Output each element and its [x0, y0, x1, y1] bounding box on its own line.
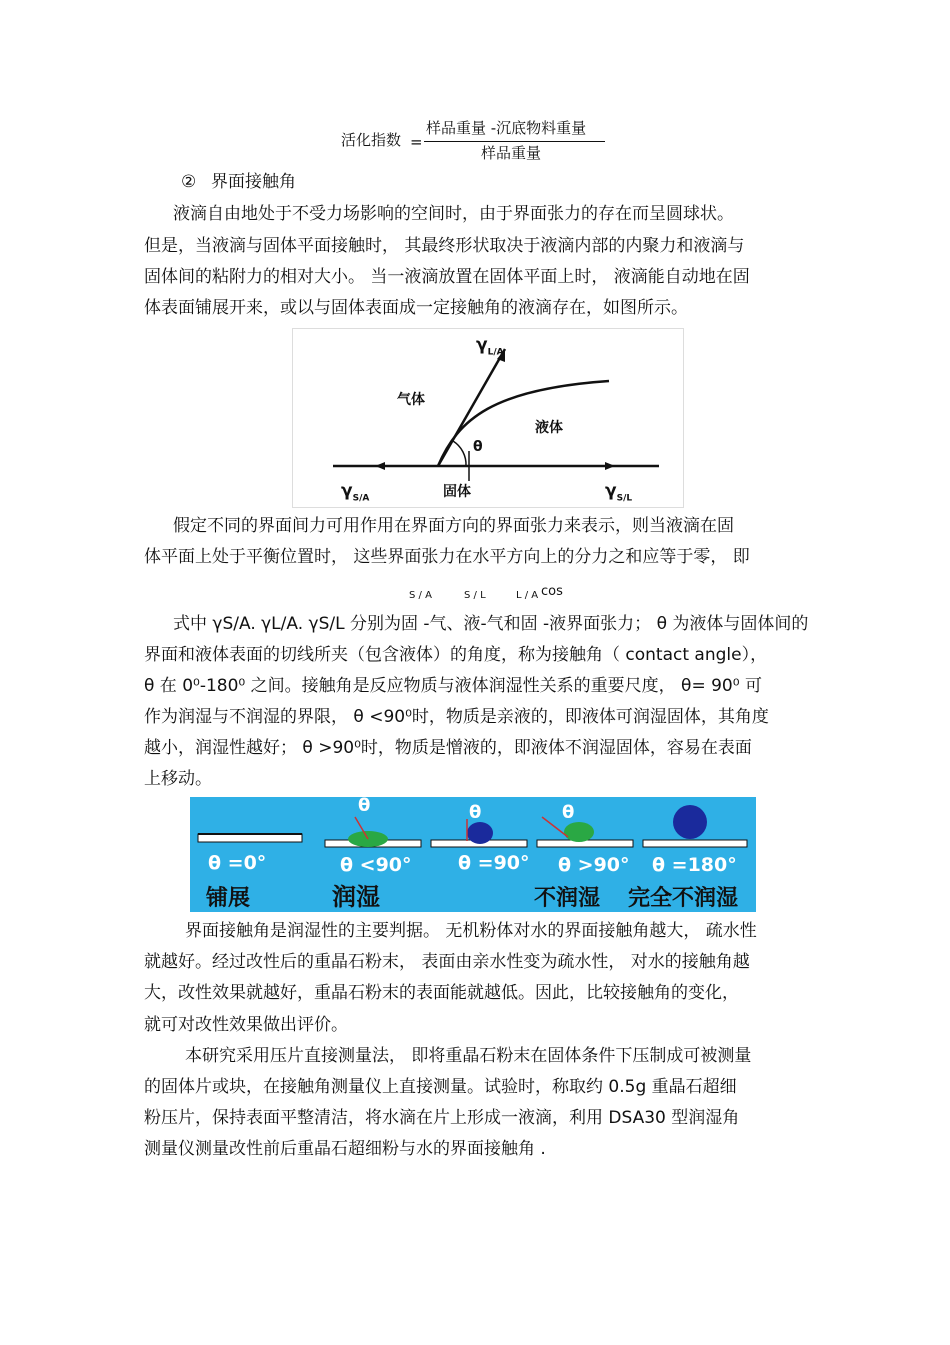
para5-line: 本研究采用压片直接测量法， 即将重晶石粉末在固体条件下压制成可被测量 [185, 1046, 752, 1066]
para3-line: 作为润湿与不润湿的界限， θ <90⁰时，物质是亲液的，即液体可润湿固体，其角度 [144, 707, 769, 727]
label-complete-non-wetting: 完全不润湿 [628, 886, 739, 911]
gas-label: 气体 [397, 392, 425, 408]
gamma-sl-label: $\gamma_{S/L}$ [605, 481, 633, 504]
para3-line: 界面和液体表面的切线所夹（包含液体）的角度，称为接触角（ contact angle）， [144, 645, 768, 665]
formula-equals: = [410, 133, 423, 151]
para4-line: 大，改性效果就越好，重晶石粉末的表面能就越低。因此，比较接触角的变化， [144, 983, 739, 1003]
para2-line: 体平面上处于平衡位置时， 这些界面张力在水平方向上的分力之和应等于零， 即 [144, 547, 750, 567]
eq-sa: S / A [409, 590, 432, 601]
theta-lt-90: θ <90° [340, 854, 412, 876]
para4-line: 就可对改性效果做出评价。 [144, 1015, 348, 1035]
label-spreading: 铺展 [206, 886, 251, 911]
para3-line: 上移动。 [144, 769, 212, 789]
para2-line: 假定不同的界面间力可用作用在界面方向的界面张力来表示，则当液滴在固 [173, 516, 734, 536]
wetting-figure [190, 797, 756, 912]
label-wetting: 润湿 [332, 883, 380, 911]
solid-label: 固体 [443, 484, 471, 500]
para1-line: 体表面铺展开来，或以与固体表面成一定接触角的液滴存在，如图所示。 [144, 298, 688, 318]
para5-line: 测量仪测量改性前后重晶石超细粉与水的界面接触角 . [144, 1139, 546, 1159]
para5-line: 粉压片，保持表面平整清洁，将水滴在片上形成一液滴，利用 DSA30 型润湿角 [144, 1108, 740, 1128]
para4-line: 界面接触角是润湿性的主要判据。 无机粉体对水的界面接触角越大， 疏水性 [185, 921, 757, 941]
eq-la: L / A [516, 590, 539, 601]
para3-line: θ 在 0⁰-180⁰ 之间。接触角是反应物质与液体润湿性关系的重要尺度， θ= 90⁰ 可 [144, 676, 762, 696]
para1-line: 固体间的粘附力的相对大小。 当一液滴放置在固体平面上时， 液滴能自动地在固 [144, 267, 750, 287]
para3-line: 式中 γS/A. γL/A. γS/L 分别为固 -气、液-气和固 -液界面张力； θ 为液体与固体间的 [173, 614, 809, 634]
section-marker: ② [181, 172, 197, 192]
eq-sl: S / L [464, 590, 486, 601]
theta-small: θ [358, 797, 371, 816]
contact-angle-figure [292, 328, 684, 508]
para4-line: 就越好。经过改性后的重晶石粉末， 表面由亲水性变为疏水性， 对水的接触角越 [144, 952, 750, 972]
label-non-wetting: 不润湿 [534, 886, 601, 911]
section-title: 界面接触角 [211, 172, 296, 192]
theta-small: θ [469, 802, 482, 823]
theta-gt-90: θ >90° [558, 854, 630, 876]
formula-denominator: 样品重量 [481, 144, 542, 162]
para1-line: 液滴自由地处于不受力场影响的空间时，由于界面张力的存在而呈圆球状。 [173, 204, 734, 224]
theta-small: θ [562, 802, 575, 823]
eq-cos: cos [541, 584, 563, 599]
theta-eq-180: θ =180° [652, 854, 737, 876]
formula-numerator: 样品重量 -沉底物料重量 [426, 119, 587, 137]
liquid-label: 液体 [535, 420, 563, 436]
gamma-la-label: $\gamma_{L/A}$ [476, 335, 504, 358]
gamma-sa-label: $\gamma_{S/A}$ [341, 481, 370, 504]
theta-eq-90: θ =90° [458, 852, 530, 874]
para3-line: 越小，润湿性越好； θ >90⁰时，物质是憎液的，即液体不润湿固体，容易在表面 [144, 738, 752, 758]
formula-lhs: 活化指数 [341, 131, 402, 149]
para5-line: 的固体片或块，在接触角测量仪上直接测量。试验时，称取约 0.5g 重晶石超细 [144, 1077, 737, 1097]
theta-eq-0: θ =0° [208, 852, 267, 874]
fraction-bar [424, 141, 605, 142]
para1-line: 但是，当液滴与固体平面接触时， 其最终形状取决于液滴内部的内聚力和液滴与 [144, 236, 745, 256]
theta-label: θ [473, 439, 483, 455]
